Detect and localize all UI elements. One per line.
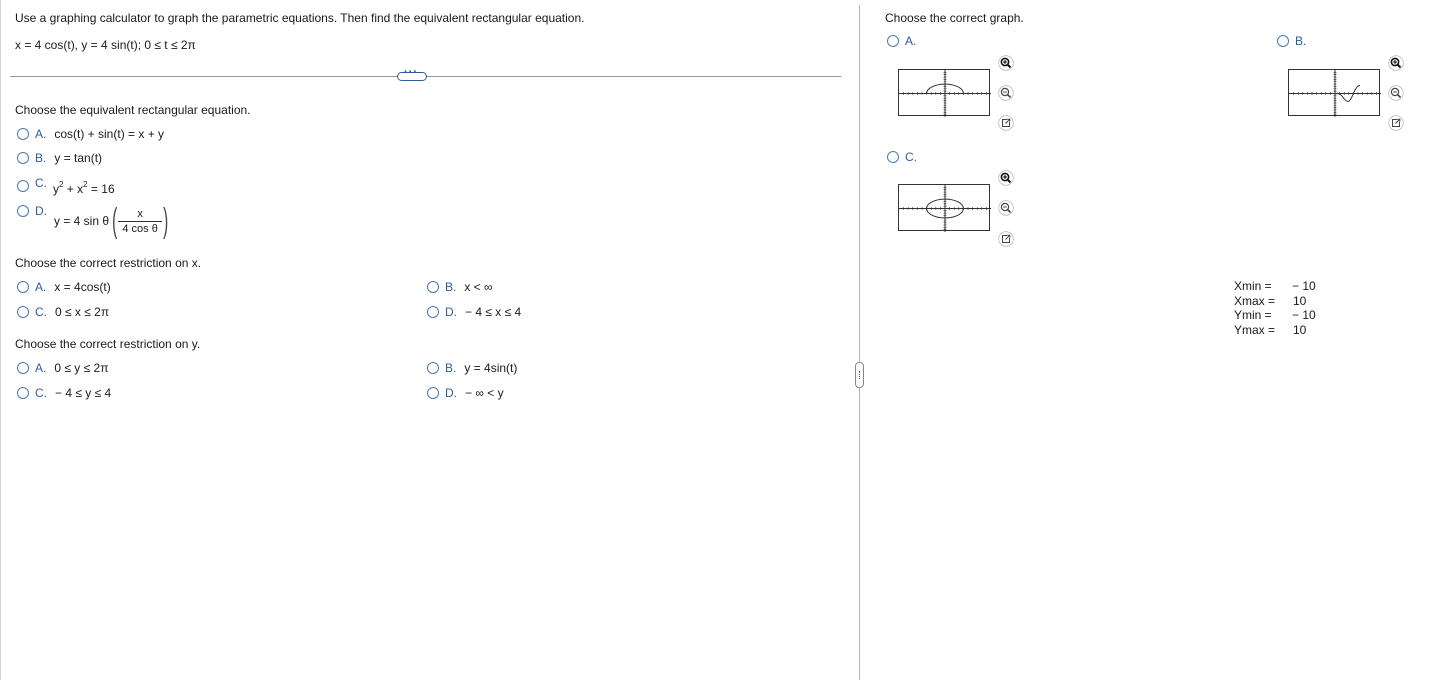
rect-option-d-expression: y = 4 sin θ ( $\frac{x}{\text{4 cos θ}}$ ) xyxy=(54,202,169,240)
window-row: Xmax = 10 xyxy=(1234,293,1307,308)
x-option-c[interactable]: C. 0 ≤ x ≤ 2π xyxy=(17,305,109,319)
radio-button[interactable] xyxy=(887,35,899,47)
graph-option-c[interactable]: C. xyxy=(887,150,925,164)
radio-button[interactable] xyxy=(1277,35,1289,47)
radio-button[interactable] xyxy=(17,281,29,293)
radio-button[interactable] xyxy=(17,128,29,140)
graph-option-a[interactable]: A. xyxy=(887,34,924,48)
parametric-equations: x = 4 cos(t), y = 4 sin(t); 0 ≤ t ≤ 2π xyxy=(15,38,196,52)
graph-c-plot xyxy=(899,185,991,232)
open-external-icon[interactable] xyxy=(998,115,1014,131)
radio-button[interactable] xyxy=(17,306,29,318)
rect-option-b[interactable]: B. y = tan(t) xyxy=(17,151,102,165)
graph-option-b[interactable]: B. xyxy=(1277,34,1314,48)
radio-button[interactable] xyxy=(17,205,29,217)
x-option-b[interactable]: B. x < ∞ xyxy=(427,280,493,294)
zoom-out-icon[interactable] xyxy=(998,200,1014,216)
zoom-in-icon[interactable] xyxy=(998,55,1014,71)
expand-more-button[interactable]: ··· xyxy=(397,72,427,81)
rect-option-d[interactable]: D. xyxy=(17,204,55,218)
graph-prompt: Choose the correct graph. xyxy=(885,11,1024,25)
y-option-a[interactable]: A. 0 ≤ y ≤ 2π xyxy=(17,361,108,375)
radio-button[interactable] xyxy=(17,152,29,164)
graph-b-plot xyxy=(1289,70,1381,117)
radio-button[interactable] xyxy=(427,306,439,318)
window-row: Xmin = − 10 xyxy=(1234,279,1316,293)
pane-divider xyxy=(859,5,860,680)
fraction: $\frac{x}{\text{4 cos θ}}$ xyxy=(118,208,161,235)
radio-button[interactable] xyxy=(427,281,439,293)
zoom-out-icon[interactable] xyxy=(1388,85,1404,101)
graph-a-plot xyxy=(899,70,991,117)
window-row: Ymin = − 10 xyxy=(1234,308,1316,322)
window-settings xyxy=(1234,279,1322,337)
y-restriction-prompt: Choose the correct restriction on y. xyxy=(15,337,201,351)
question-instruction: Use a graphing calculator to graph the parametric equations. Then find the equivalent rectangular equation. xyxy=(15,11,585,25)
radio-button[interactable] xyxy=(427,387,439,399)
radio-button[interactable] xyxy=(17,362,29,374)
y-option-d[interactable]: D. − ∞ < y xyxy=(427,386,504,400)
window-row: Ymax = 10 xyxy=(1234,322,1307,337)
radio-button[interactable] xyxy=(427,362,439,374)
y-option-b[interactable]: B. y = 4sin(t) xyxy=(427,361,517,375)
x-restriction-prompt: Choose the correct restriction on x. xyxy=(15,256,202,270)
zoom-in-icon[interactable] xyxy=(1388,55,1404,71)
open-external-icon[interactable] xyxy=(1388,115,1404,131)
radio-button[interactable] xyxy=(887,151,899,163)
rect-equation-prompt: Choose the equivalent rectangular equation. xyxy=(15,103,251,117)
radio-button[interactable] xyxy=(17,387,29,399)
zoom-in-icon[interactable] xyxy=(998,170,1014,186)
rect-option-a[interactable]: A. cos(t) + sin(t) = x + y xyxy=(17,127,164,141)
x-option-d[interactable]: D. − 4 ≤ x ≤ 4 xyxy=(427,305,521,319)
rect-option-c[interactable]: C. $y^2 + x^2 = 16$ xyxy=(17,176,115,196)
y-option-c[interactable]: C. − 4 ≤ y ≤ 4 xyxy=(17,386,111,400)
zoom-out-icon[interactable] xyxy=(998,85,1014,101)
radio-button[interactable] xyxy=(17,180,29,192)
graph-a-thumbnail[interactable] xyxy=(898,69,990,116)
open-external-icon[interactable] xyxy=(998,231,1014,247)
graph-c-thumbnail[interactable] xyxy=(898,184,990,231)
x-option-a[interactable]: A. x = 4cos(t) xyxy=(17,280,111,294)
graph-b-thumbnail[interactable] xyxy=(1288,69,1380,116)
